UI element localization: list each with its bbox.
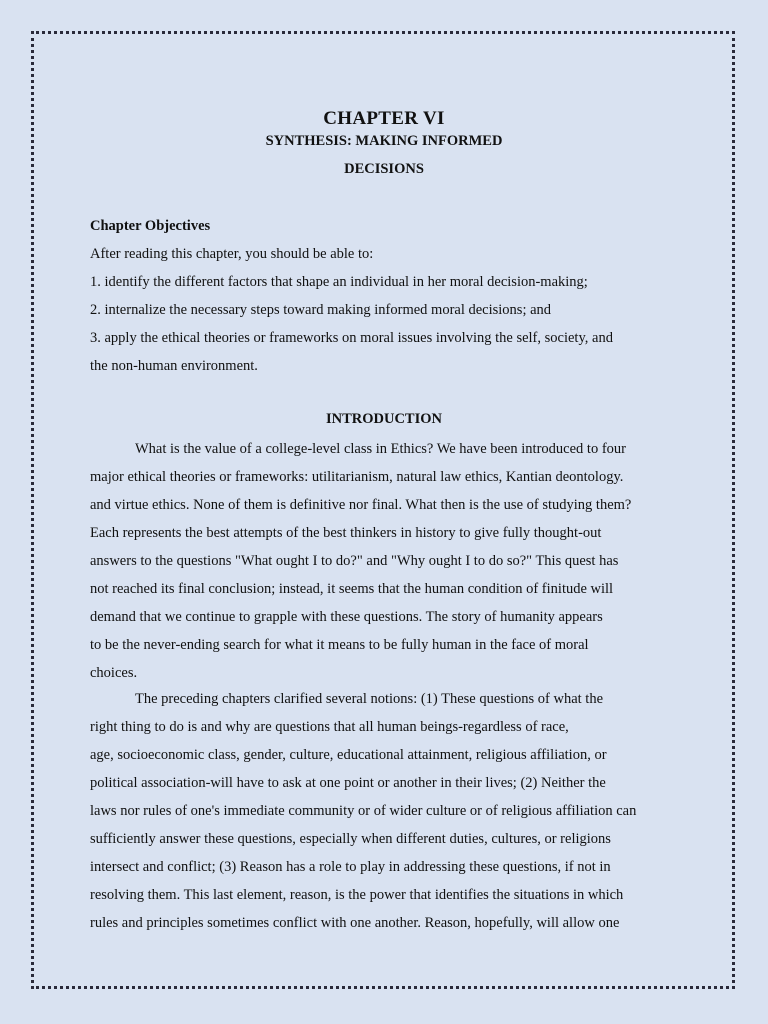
paragraph-line: right thing to do is and why are questions that all human beings-regardless of race, — [90, 719, 569, 735]
paragraph-line: major ethical theories or frameworks: utilitarianism, natural law ethics, Kantian deontology. — [90, 469, 624, 485]
paragraph-line: resolving them. This last element, reason, is the power that identifies the situations in which — [90, 887, 624, 903]
paragraph-line: age, socioeconomic class, gender, culture, educational attainment, religious affiliation, or — [90, 747, 607, 763]
paragraph-line: political association-will have to ask at one point or another in their lives; (2) Neither the — [90, 775, 606, 791]
paragraph-line: answers to the questions "What ought I to do?" and "Why ought I to do so?" This quest has — [90, 553, 619, 569]
objective-item: 3. apply the ethical theories or frameworks on moral issues involving the self, society, and — [90, 330, 613, 346]
objective-item: 1. identify the different factors that shape an individual in her moral decision-making; — [90, 274, 588, 290]
chapter-title-line-1: SYNTHESIS: MAKING INFORMED — [265, 133, 503, 149]
objectives-heading: Chapter Objectives — [90, 218, 211, 234]
paragraph-line: choices. — [90, 665, 138, 681]
chapter-title-line-2: DECISIONS — [344, 161, 424, 177]
paragraph-line: to be the never-ending search for what it means to be fully human in the face of moral — [90, 637, 589, 653]
paragraph-line: The preceding chapters clarified several notions: (1) These questions of what the — [135, 691, 604, 707]
objective-item-continuation: the non-human environment. — [90, 358, 258, 374]
paragraph-line: intersect and conflict; (3) Reason has a role to play in addressing these questions, if not in — [90, 859, 611, 875]
paragraph-line: laws nor rules of one's immediate community or of wider culture or of religious affiliation can — [90, 803, 637, 819]
paragraph-line: not reached its final conclusion; instead, it seems that the human condition of finitude will — [90, 581, 614, 597]
objective-item: 2. internalize the necessary steps toward making informed moral decisions; and — [90, 302, 552, 318]
paragraph-line: rules and principles sometimes conflict with one another. Reason, hopefully, will allow one — [90, 915, 620, 931]
objectives-lead: After reading this chapter, you should be able to: — [90, 246, 374, 262]
paragraph-line: Each represents the best attempts of the best thinkers in history to give fully thought-out — [90, 525, 602, 541]
introduction-heading: INTRODUCTION — [325, 411, 442, 427]
chapter-number: CHAPTER VI — [323, 108, 445, 129]
paragraph-line: demand that we continue to grapple with these questions. The story of humanity appears — [90, 609, 603, 625]
paragraph-line: sufficiently answer these questions, especially when different duties, cultures, or religions — [90, 831, 611, 847]
paragraph-line: What is the value of a college-level class in Ethics? We have been introduced to four — [135, 441, 626, 457]
paragraph-line: and virtue ethics. None of them is definitive nor final. What then is the use of studying them? — [90, 497, 632, 513]
